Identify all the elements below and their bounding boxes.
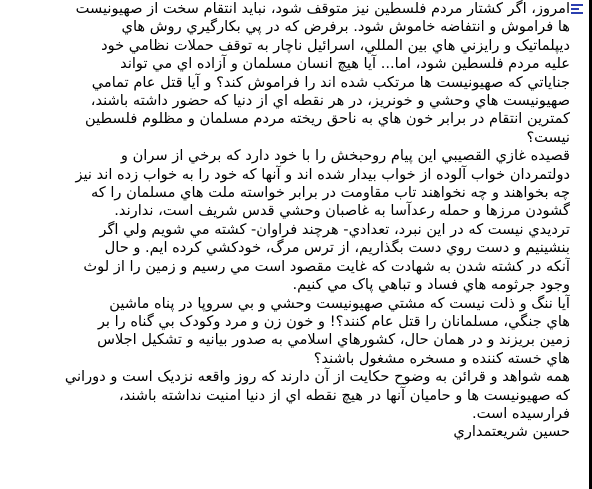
text-line: وجود جرثومه هاي فساد و تباهي پاک مي کنيم. xyxy=(292,276,570,294)
text-line: هاي خسته کننده و مسخره مشغول باشند؟ xyxy=(313,349,570,367)
text-line: ها فراموش و انتفاضه خاموش شود. برفرض که در پي بکارگيري روش هاي xyxy=(121,18,570,36)
text-line: چه بخواهند و چه نخواهند تاب مقاومت در برابر خواسته ملت هاي مسلمان را که xyxy=(90,184,570,202)
text-line: فرارسيده است. xyxy=(472,404,570,422)
text-line: آيا ننگ و ذلت نيست که مشتي صهيونيست وحشي و بي سروپا در پناه ماشين xyxy=(109,294,570,312)
text-line: ديپلماتيک و رايزني هاي بين المللي، اسرائيل ناچار به توقف حملات نظامي خود xyxy=(101,36,570,54)
paragraph-2 xyxy=(22,147,570,294)
text-line: ترديدي نيست که در اين نبرد، تعدادي- هرچند فراوان- کشته مي شويم ولي اگر xyxy=(99,220,570,238)
text-line: بنشينيم و دست روي دست بگذاريم، از ترس مرگ، خودکشي کرده ايم. و حال xyxy=(104,239,570,257)
text-line: قصيده غازي القصيبي اين پيام روحبخش را با خود دارد که برخي از سران و xyxy=(120,147,570,165)
paragraph-1 xyxy=(22,0,570,147)
author-signature: حسين شريعتمداري xyxy=(453,423,570,441)
page-break-icon[interactable] xyxy=(570,3,584,15)
text-line: عليه مردم فلسطين شود، اما... آيا هيچ انسان مسلمان و آزاده اي مي تواند xyxy=(120,55,570,73)
text-line: امروز، اگر کشتار مردم فلسطين نيز متوقف شود، نبايد انتقام سخت از صهيونيست xyxy=(75,0,570,17)
text-line: جناياتي که صهيونيست ها مرتکب شده اند را فراموش کند؟ و آيا قتل عام تمامي xyxy=(91,73,570,91)
paragraph-4 xyxy=(22,368,570,423)
text-line: هاي جنگي، مسلمانان را قتل عام کنند؟! و خون زن و مرد وکودک بي گناه را بر xyxy=(97,312,570,330)
text-line: صهيونيست هاي وحشي و خونريز، در هر نقطه اي از دنيا که حضور داشته باشند، xyxy=(90,92,570,110)
article-body xyxy=(22,0,570,489)
text-line: همه شواهد و قرائن به وضوح حکايت از آن دارند که روز واقعه نزديک است و دوراني xyxy=(64,368,570,386)
text-line: دولتمردان خواب آلوده از خواب بيدار شده اند و آنها که خود را به خواب زده اند نيز xyxy=(75,165,570,183)
text-line: گشودن مرزها و حمله رعدآسا به غاصبان وحشي قدس شريف است، ندارند. xyxy=(114,202,570,220)
text-line: آنکه در کشته شدن به شهادت که غايت مقصود است مي رسيم و زمين را از لوث xyxy=(83,257,570,275)
text-line: که صهيونيست ها و حاميان آنها در هيچ نقطه اي از دنيا امنيت نداشته باشند، xyxy=(119,386,570,404)
text-line: زمين بريزند و در همان حال، کشورهاي اسلامي به صدور بيانيه و تشکيل اجلاس xyxy=(97,331,570,349)
paragraph-3 xyxy=(22,295,570,369)
text-line: نيست؟ xyxy=(526,128,570,146)
text-line: کمترين انتقام در برابر خون هاي به ناحق ريخته مردم مسلمان و مظلوم فلسطين xyxy=(85,110,570,128)
